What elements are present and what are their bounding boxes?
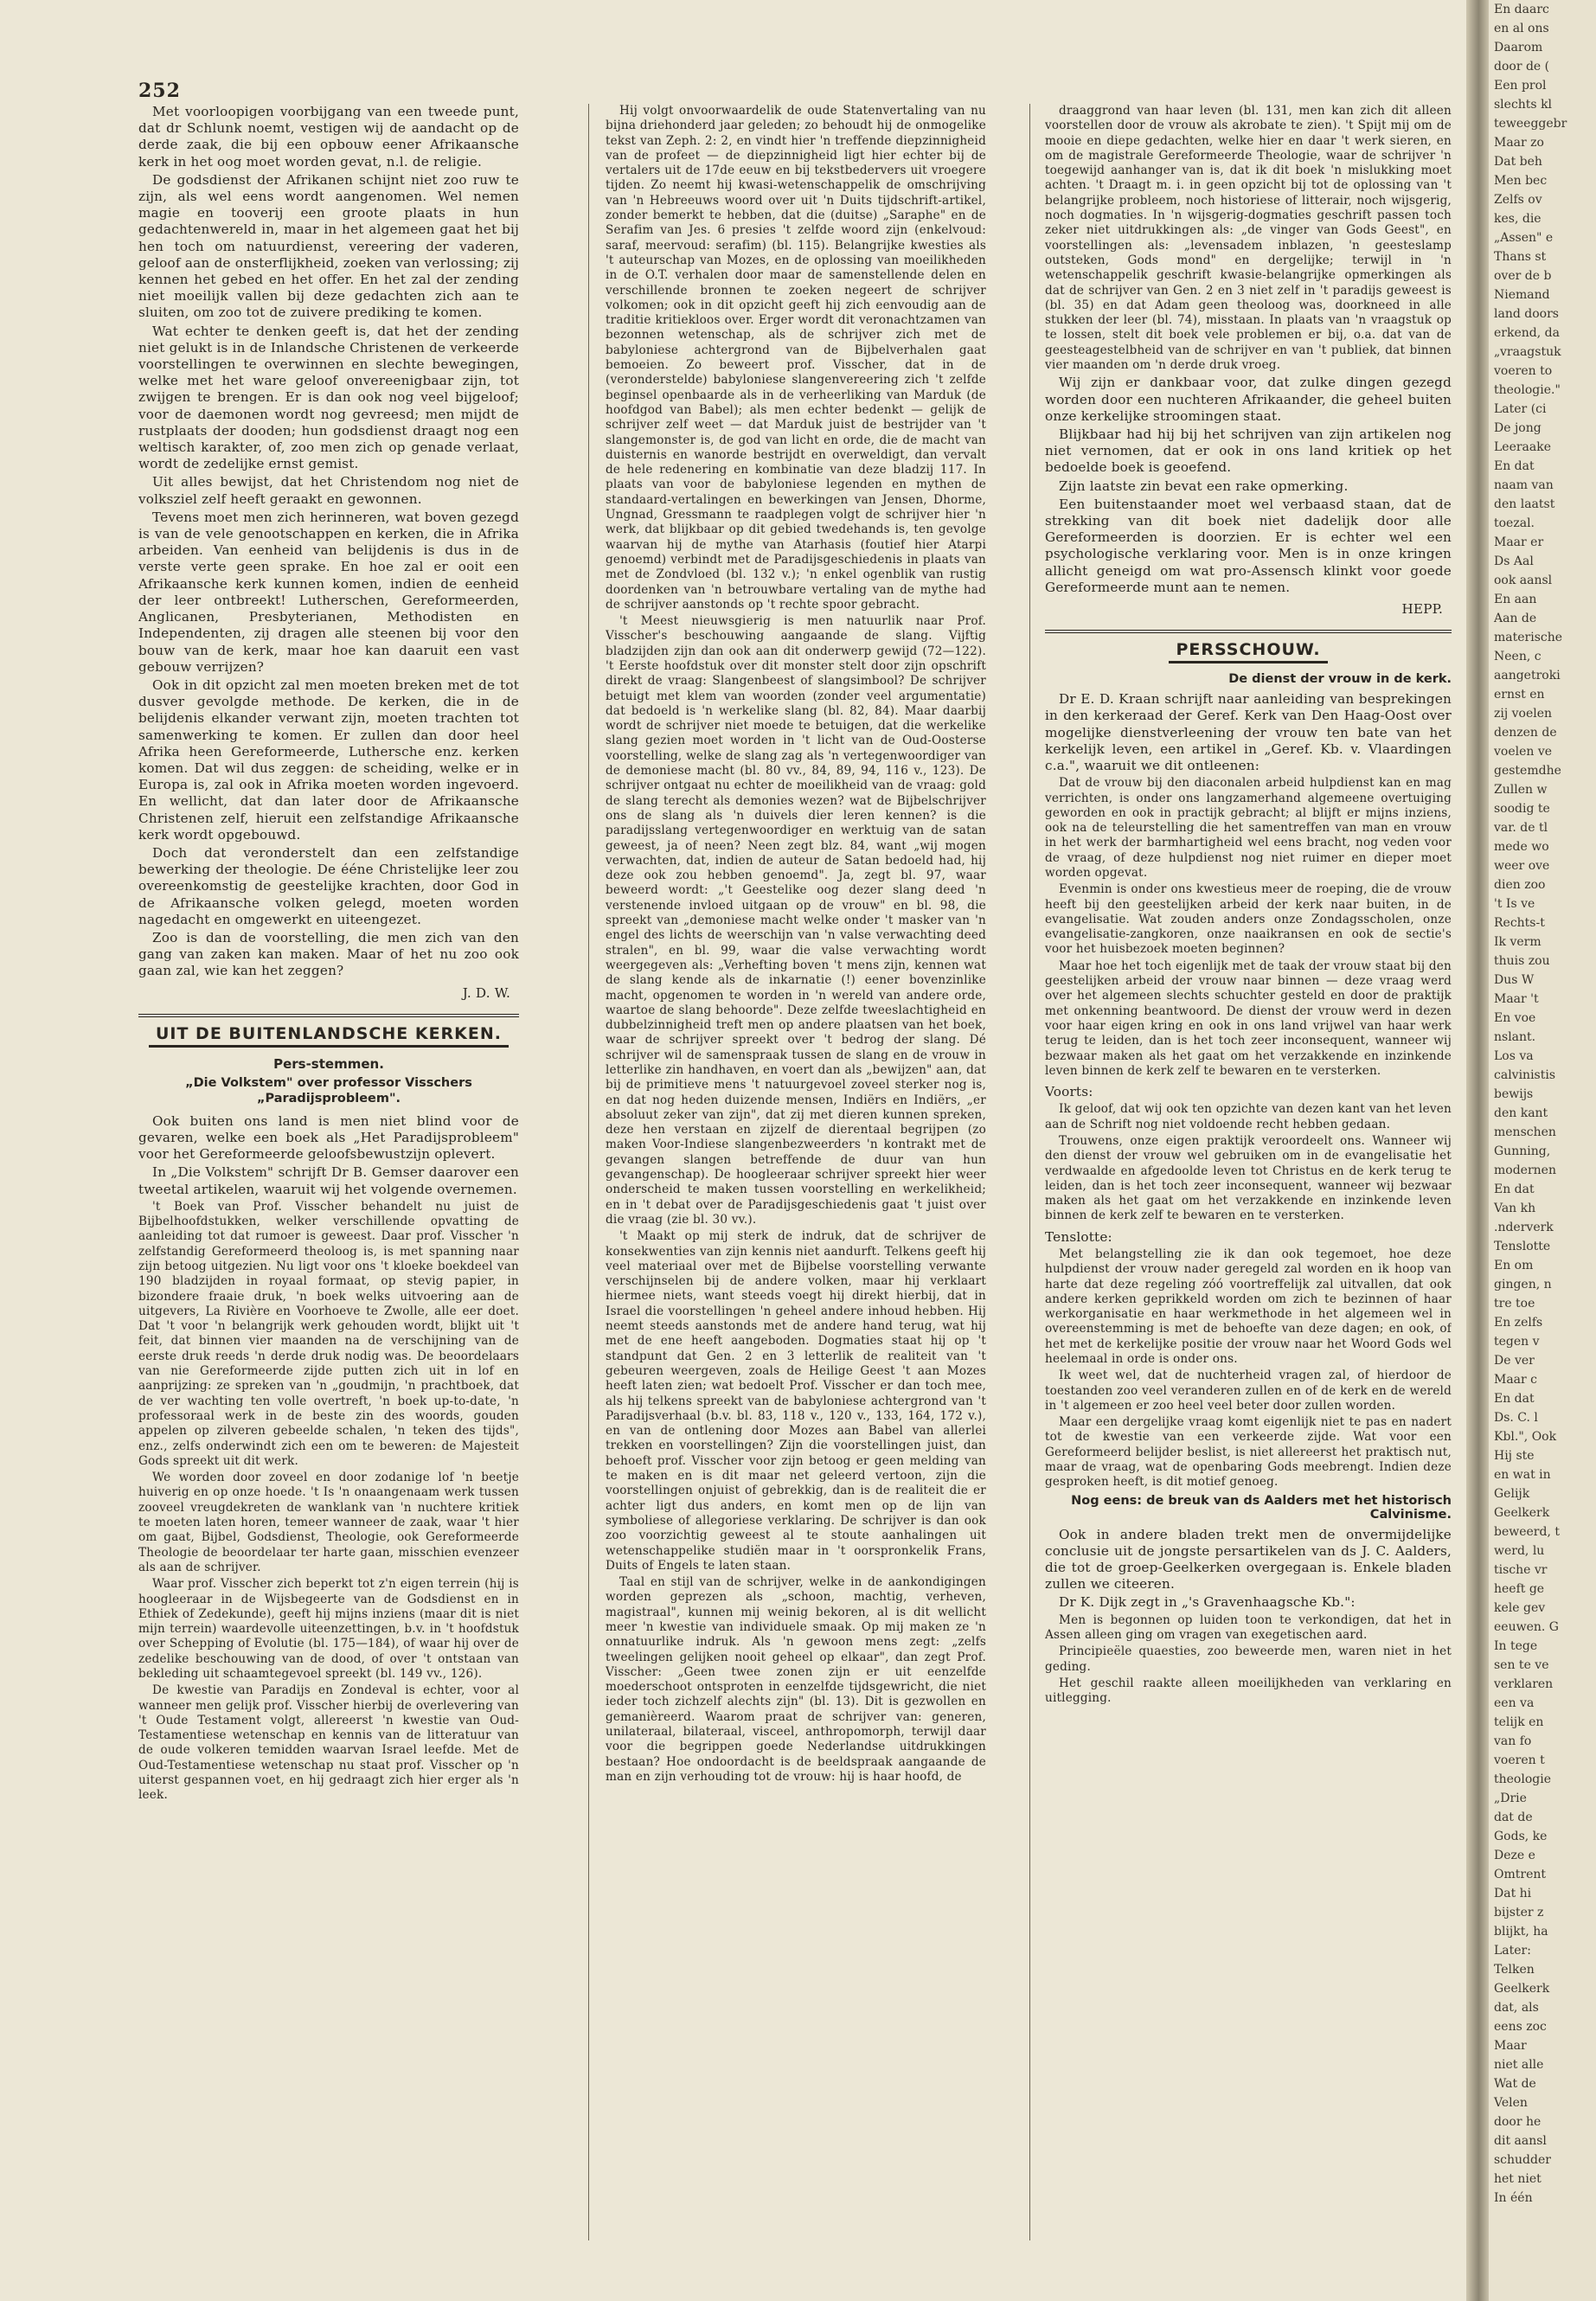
fragment-line: weer ove (1494, 859, 1550, 873)
fragment-line: theologie." (1494, 383, 1561, 397)
fragment-line: bijster z (1494, 1906, 1544, 1920)
fragment-line: Later (ci (1494, 402, 1547, 416)
paragraph: Wat echter te denken geeft is, dat het der zending niet gelukt is in de Inlandsche Christenen de verkeerde voorstellingen te overwinnen en slechte bewegingen, welke met het ware geloof onvereenigbaar zijn, tot zwijgen te brengen. Er is dan ook nog veel bijgeloof; voor de daemonen wordt nog gevreesd; men mijdt de rustplaats der dooden; hun godsdienst draagt nog een weltisch karakter, of, zoo men zich op genade verlaat, wordt de zedelijke ernst gemist. (138, 323, 519, 472)
fragment-line: beweerd, t (1494, 1525, 1560, 1539)
fragment-line: naam van (1494, 478, 1554, 492)
fragment-line: Maar c (1494, 1373, 1538, 1387)
fragment-line: En daarc (1494, 3, 1549, 16)
paragraph: Blijkbaar had hij bij het schrijven van zijn artikelen nog niet vernomen, dat er ook in ons land kritiek op het bedoelde boek is geoefend. (1045, 426, 1452, 476)
fragment-line: Maar 't (1494, 992, 1539, 1006)
paragraph: Zijn laatste zin bevat een rake opmerking. (1059, 478, 1349, 494)
fragment-line: nslant. (1494, 1030, 1536, 1044)
section-divider (138, 1014, 519, 1017)
fragment-line: De ver (1494, 1354, 1535, 1368)
fragment-line: menschen (1494, 1125, 1556, 1139)
fragment-line: In één (1494, 2191, 1533, 2205)
fragment-line: calvinistis (1494, 1068, 1556, 1082)
fragment-line: kele gev (1494, 1601, 1546, 1615)
fragment-line: Van kh (1494, 1202, 1536, 1215)
fragment-line: gestemdhe (1494, 764, 1561, 778)
fragment-line: Tenslotte (1494, 1240, 1551, 1253)
quoted-paragraph: 't Maakt op mij sterk de indruk, dat de schrijver de konsekwenties van zijn kennis niet aandurft. Telkens geeft hij veel materiaal over met de Bijbelse voorstelling verwante verschijnselen bij de andere volken, maar hij verklaart hiermee niets, want steeds voegt hij direkt hierbij, dat in Israel die voorstellingen 'n geheel andere inhoud hebben. Hij neemt steeds aanstonds met de andere hand terug, wat hij met de ene heeft aangeboden. Dogmaties staat hij op 't standpunt dat Gen. 2 en 3 letterlik de realiteit van 't gebeuren weergeven, zoals de Heilige Geest 't aan Mozes heeft laten zien; wat bedoelt Prof. Visscher er dan toch mee, als hij telkens spreekt van de babyloniese achtergrond van 't Paradijsverhaal (b.v. bl. 83, 118 v., 120 v., 133, 164, 172 v.), en van de ontlening door Mozes aan Babel van allerlei trekken en voorstellingen? Zijn die voorstellingen juist, dan behoeft prof. Visscher voor zijn betoog er geen melding van te maken en is dit maar net geleerd vertoon, zijn die voorstellingen onjuist of gebrekkig, dan is de realiteit die er achter ligt dus anders, en komt men op de lijn van symboliese of allegoriese verklaring. De schrijver is dan ook zoo voorzichtig geweest al te stoute aanhalingen uit wetenschappelike studiën maar in 't oorspronkelik Frans, Duits of Engels te laten staan. (606, 1229, 986, 1573)
author-signature: J. D. W. (462, 984, 510, 1001)
fragment-line: kes, die (1494, 212, 1542, 226)
fragment-line: zij voelen (1494, 707, 1553, 721)
quoted-paragraph: Maar een dergelijke vraag komt eigenlijk niet te pas en nadert tot de kwestie van een verkeerde zijde. Wat voor een Gereformeerd belijder beslist, is niet allereerst het praktisch nut, maar de vraag, wat de openbaring Gods meebrengt. Indien deze gesproken heeft, is dit motief genoeg. (1045, 1415, 1452, 1490)
fragment-line: Leeraake (1494, 440, 1552, 454)
fragment-line: verklaren (1494, 1677, 1554, 1691)
fragment-line: Dus W (1494, 973, 1535, 987)
fragment-line: Gelijk (1494, 1487, 1530, 1501)
fragment-line: Niemand (1494, 288, 1550, 302)
fragment-line: Dat beh (1494, 155, 1542, 169)
quoted-paragraph: Hij volgt onvoorwaardelik de oude Statenvertaling van nu bijna driehonderd jaar geleden; zo behoudt hij de onmogelike tekst van Zeph. 2: 2, en vindt hier 'n treffende diepzinnigheid van de profeet — de diepzinnigheid ligt hier echter bij de vertalers uit de 17de eeuw en bij tekstbedervers uit vroegere tijden. Zo neemt hij kwasi-wetenschappelik de omschrijving van 'n Hebreeuws woord over uit 'n Duits tijdschrift-artikel, zonder bemerkt te hebben, dat die (duitse) „Saraphe" en de Serafim van Jes. 6 presies 't zelfde woord zijn (enkelvoud: saraf, meervoud: serafim) (bl. 115). Belangrijke kwesties als 't auteurschap van Mozes, en de oplossing van moeilikheden in de O.T. verhalen door maar de samenstellende delen en verschillende bronnen te zoeken negeert de schrijver volkomen; ook in dit opzicht geeft hij zich eenvoudig aan de traditie kritiekloos over. Erger wordt dit veronachtzamen van bezonnen wetenschap, als de schrijver zich met de babyloniese achtergrond van de Bijbelverhalen gaat bemoeien. Zo beweert prof. Visscher, dat in de (veronderstelde) babyloniese slangenvereering zich 't zelfde beginsel openbaarde als in de verheerliking van Marduk (de hoofdgod van Babel); als men echter bedenkt — gelijk de schrijver zelf weet — dat Marduk juist de bestrijder van 't slangemonster is, de god van licht en orde, die de macht van duisternis en wanorde bestrijdt en overweldigt, dan vervalt de hele redenering en kombinatie van deze bladzij 117. In plaats van voor de babyloniese legenden en mythen de standaard-vertalingen en bewerkingen van Jensen, Dhorme, Ungnad, Gressmann te raadplegen volgt de schrijver hier 'n werk, dat blijkbaar op dit gebied twedehands is, ten gevolge waarvan hij de mythe van Atarhasis (foutief hier Atarpi genoemd) verbindt met de Paradijsgeschiedenis in plaats van met de Zondvloed (bl. 132 v.); 'n enkel ogenblik van rustig doordenken van 'n betrouwbare vertaling van de mythe had de schrijver aanstonds op 't rechte spoor gebracht. (606, 104, 986, 612)
fragment-line: Deze e (1494, 1849, 1535, 1862)
fragment-line: schudder (1494, 2153, 1551, 2167)
paragraph: Uit alles bewijst, dat het Christendom nog niet de volksziel zelf heeft geraakt en gewonnen. (138, 474, 519, 507)
fragment-line: door de ( (1494, 60, 1550, 74)
fragment-line: Men bec (1494, 174, 1548, 188)
fragment-line: Daarom (1494, 41, 1543, 54)
fragment-line: Zelfs ov (1494, 193, 1542, 207)
fragment-line: tegen v (1494, 1335, 1540, 1349)
fragment-line: Aan de (1494, 612, 1537, 625)
fragment-line: Thans st (1494, 250, 1547, 264)
fragment-line: over de b (1494, 269, 1552, 283)
article-heading: „Die Volkstem" over professor Visschers „Paradijsprobleem". (185, 1075, 472, 1106)
paragraph: Zoo is dan de voorstelling, die men zich van den gang van zaken kan maken. Maar of het nu zoo ook gaan zal, wie kan het zeggen? (138, 929, 519, 979)
fragment-line: .nderverk (1494, 1221, 1554, 1234)
fragment-line: een va (1494, 1696, 1535, 1710)
fragment-line: telijk en (1494, 1715, 1544, 1729)
quoted-paragraph: Taal en stijl van de schrijver, welke in de aankondigingen worden geprezen als „schoon, machtig, verheven, magistraal", kunnen mij weinig bekoren, al is dit wellicht meer 'n kwestie van individuele smaak. Op mij maken ze 'n onnatuurlike indruk. Als 'n gewoon mens zegt: „zelfs tweelingen gelijken nooit geheel op elkaar", dan zegt Prof. Visscher: „Geen twee zonen zijn er uit eenzelfde moederschoot ontsproten in eenzelfde tijdsgewricht, die niet ieder toch zichzelf alechts zijn" (bl. 13). Dit is gezwollen en gemanièreerd. Waarom praat de schrijver van: generen, unilateraal, bilateraal, visceel, anthropomorph, terwijl daar voor die begrippen goede Nederlandse uitdrukkingen bestaan? Hoe ondoordacht is de beeldspraak aangaande de man en zijn verhouding tot de vrouw: hij is haar hoofd, de (606, 1575, 986, 1784)
quoted-paragraph: Ik weet wel, dat de nuchterheid vragen zal, of hierdoor de toestanden zoo veel veranderen zullen en of de kerk en de wereld in 't algemeen er zoo heel veel beter door zullen worden. (1045, 1368, 1452, 1413)
quoted-paragraph: De kwestie van Paradijs en Zondeval is echter, voor al wanneer men gelijk prof. Visscher hierbij de overlevering van 't Oude Testament volgt, allereerst 'n kwestie van Oud-Testamentiese wetenschap en kennis van de litteratuur van de oude volkeren temidden waarvan Israel leefde. Met de Oud-Testamentiese wetenschap nu staat prof. Visscher op 'n uiterst gespannen voet, en hij gedraagt zich hier erger als 'n leek. (138, 1683, 519, 1803)
fragment-line: en al ons (1494, 22, 1549, 35)
adjacent-page-fragment (1489, 0, 1596, 2301)
quoted-paragraph: 't Boek van Prof. Visscher behandelt nu juist de Bijbelhoofdstukken, welker verschillende opvatting de aanleiding tot dat rumoer is geweest. Daar prof. Visscher 'n zelfstandig Gereformeerd theoloog is, is met spanning naar zijn betoog uitgezien. Nu ligt voor ons 't kloeke boekdeel van 190 bladzijden in royaal formaat, op stevig papier, in bizondere fraaie druk, 'n boek welks uitvoering aan de uitgevers, La Rivière en Voorhoeve te Zwolle, alle eer doet. Dat 't voor 'n belangrijk werk gehouden wordt, blijkt uit 't feit, dat binnen vier maanden na de verschijning van de eerste druk reeds 'n derde druk nodig was. De beoordelaars van nie Gereformeerde zijde putten zich uit in lof en aanprijzing: ze spreken van 'n „goudmijn, 'n prachtboek, dat de ver wachting ten volle overtreft, 'n boek up-to-date, 'n professoraal werk in de beste zin des woords, gouden appelen op zilveren gebeelde schalen, 'n teken des tijds", enz., zelfs onderwindt zich een om te beweren: de Majesteit Gods spreekt uit dit werk. (138, 1199, 519, 1468)
paragraph: In „Die Volkstem" schrijft Dr B. Gemser daarover een tweetal artikelen, waaruit wij het volgende overnemen. (138, 1164, 519, 1197)
author-signature: HEPP. (1401, 600, 1443, 617)
fragment-line: Kbl.", Ook (1494, 1430, 1557, 1444)
quoted-paragraph: We worden door zoveel en door zodanige lof 'n beetje huiverig en op onze hoede. 't Is 'n onaangenaam werk tussen zooveel vreugdekreten de wanklank van 'n nuchtere kritiek te moeten laten horen, temeer wanneer de zaak, waar 't hier om gaat, Bijbel, Godsdienst, Theologie, ook Gereformeerde Theologie de beoordelaar ter harte gaan, misschien evenzeer als aan de schrijver. (138, 1471, 519, 1574)
fragment-line: het niet (1494, 2172, 1542, 2186)
quoted-paragraph: Evenmin is onder ons kwestieus meer de roeping, die de vrouw heeft bij den geestelijken arbeid der kerk naar buiten, in de evangelisatie. Wat zouden anders onze Zondagsscholen, onze evangelisatie-zangkoren, onze naaikransen en ook de sectie's voor het huisbezoek moeten beginnen? (1045, 882, 1452, 957)
fragment-line: blijkt, ha (1494, 1925, 1548, 1939)
fragment-line: van fo (1494, 1734, 1532, 1748)
quoted-paragraph: Trouwens, onze eigen praktijk veroordeelt ons. Wanneer wij den dienst der vrouw wel gebruiken om in de evangelisatie het verdwaalde en afgedoolde leven tot Christus en de kerk terug te leiden, dan is het toch zeer inconsequent, wanneer wij bezwaar maken als het gaat om het verzakkende en inzinkende leven binnen de kerk zelf te bewaren en te versterken. (1045, 1133, 1452, 1223)
fragment-line: eeuwen. G (1494, 1620, 1559, 1634)
fragment-line: „vraagstuk (1494, 345, 1561, 359)
fragment-line: En dat (1494, 1183, 1535, 1196)
fragment-line: Wat de (1494, 2077, 1536, 2091)
fragment-line: soodig te (1494, 802, 1550, 816)
fragment-line: modernen (1494, 1163, 1556, 1177)
fragment-line: tre toe (1494, 1297, 1535, 1311)
fragment-line: voeren t (1494, 1753, 1545, 1767)
quoted-paragraph: Principieële quaesties, zoo beweerde men, waren niet in het geding. (1045, 1644, 1452, 1674)
fragment-line: Zullen w (1494, 783, 1548, 797)
fragment-line: Gunning, (1494, 1144, 1551, 1158)
fragment-line: Neen, c (1494, 650, 1542, 663)
fragment-line: heeft ge (1494, 1582, 1545, 1596)
fragment-line: thuis zou (1494, 954, 1550, 968)
fragment-line: „Assen" e (1494, 231, 1554, 245)
fragment-line: niet alle (1494, 2058, 1544, 2072)
fragment-line: Geelkerk (1494, 1506, 1550, 1520)
fragment-line: En aan (1494, 593, 1537, 606)
quoted-paragraph: Het geschil raakte alleen moeilijkheden van verklaring en uitlegging. (1045, 1676, 1452, 1706)
paragraph: Ook in dit opzicht zal men moeten breken met de tot dusver gevolgde methode. De kerken, die in de belijdenis elkander verwant zijn, moeten trachten tot samenwerking te komen. Er zullen dan door heel Afrika heen Gereformeerde, Luthersche enz. kerken komen. Dat wil dus zeggen: de scheiding, welke er in Europa is, zal ook in Afrika moeten worden ingevoerd. En wellicht, dat dan later door de Afrikaansche Christenen zelf, hieruit een zelfstandige Afrikaansche kerk wordt opgebouwd. (138, 676, 519, 843)
fragment-line: door he (1494, 2115, 1542, 2129)
fragment-line: Ds. C. l (1494, 1411, 1538, 1425)
paragraph: Doch dat veronderstelt dan een zelfstandige bewerking der theologie. De ééne Christelijke leer zou overeenkomstig de geestelijke krachten, door God in de Afrikaansche volken gelegd, moeten worden nagedacht en omgewerkt en uiteengezet. (138, 844, 519, 927)
fragment-line: Telken (1494, 1963, 1535, 1977)
quoted-paragraph: Waar prof. Visscher zich beperkt tot z'n eigen terrein (hij is hoogleeraar in de Wijsbegeerte van de Godsdienst en in Ethiek of Zedekunde), geeft hij mijns inziens (maar dit is niet mijn terrein) waardevolle uiteenzettingen, b.v. in 't hoofdstuk over Schepping of Evolutie (bl. 175—184), of waar hij over de zedelike beschouwing van de dood, of over 't ontstaan van bekleding uit schaamtegevoel spreekt (bl. 149 vv., 126). (138, 1577, 519, 1681)
fragment-line: toezal. (1494, 516, 1535, 530)
paragraph: Dr E. D. Kraan schrijft naar aanleiding van besprekingen in den kerkeraad der Geref. Kerk van Den Haag-Oost over mogelijke dienstverleening der vrouw ten bate van het kerkelijk leven, een artikel in „Geref. Kb. v. Vlaardingen c.a.", waaruit we dit ontleenen: (1045, 691, 1452, 773)
column-rule (1029, 104, 1030, 2240)
book-gutter (1466, 0, 1489, 2301)
fragment-line: erkend, da (1494, 326, 1560, 340)
fragment-line: den kant (1494, 1106, 1548, 1120)
column-2 (606, 104, 986, 2249)
fragment-line: Ik verm (1494, 935, 1542, 949)
fragment-line: voelen ve (1494, 745, 1553, 759)
fragment-line: dat, als (1494, 2001, 1539, 2015)
label: Tenslotte: (1045, 1228, 1112, 1245)
column-rule (588, 104, 589, 2240)
fragment-line: denzen de (1494, 726, 1557, 740)
fragment-line: dat de (1494, 1811, 1533, 1824)
section-heading: PERSSCHOUW. (1045, 640, 1452, 663)
paragraph: Tevens moet men zich herinneren, wat boven gezegd is van de vele genootschappen en kerken, die in Afrika arbeiden. Van eenheid van belijdenis is dus in de verste verte geen sprake. En hoe zal er ooit een Afrikaansche kerk kunnen komen, indien de eenheid der leer ontbreekt! Lutherschen, Gereformeerden, Anglicanen, Presbyterianen, Methodisten en Independenten, zij dragen alle steenen bij voor den bouw van de kerk, maar hoe kan daaruit een vast gebouw verrijzen? (138, 509, 519, 675)
fragment-line: En zelfs (1494, 1316, 1543, 1330)
fragment-line: theologie (1494, 1772, 1551, 1786)
fragment-line: sen te ve (1494, 1658, 1549, 1672)
fragment-line: gingen, n (1494, 1278, 1552, 1292)
fragment-line: Velen (1494, 2096, 1528, 2110)
article-heading: Nog eens: de breuk van ds Aalders met het historisch Calvinisme. (1071, 1493, 1452, 1522)
fragment-line: In tege (1494, 1639, 1538, 1653)
fragment-line: dien zoo (1494, 878, 1546, 892)
fragment-line: En voe (1494, 1011, 1536, 1025)
fragment-line: „Drie (1494, 1791, 1527, 1805)
fragment-line: Los va (1494, 1049, 1534, 1063)
fragment-line: den laatst (1494, 497, 1555, 511)
fragment-line: var. de tl (1494, 821, 1548, 835)
quoted-paragraph: Met belangstelling zie ik dan ook tegemoet, hoe deze hulpdienst der vrouw nader geregeld zal worden en ik hoop van harte dat deze regeling zóó voortreffelijk zal uitvallen, dat ook andere kerken geprikkeld worden om zich te bezinnen of haar werkorganisatie en haar werkmethode in het algemeen wel in overeenstemming is met de behoefte van deze dagen; en ook, of het met de kerkelijke positie der vrouw naar het Woord Gods wel heelemaal in orde is onder ons. (1045, 1247, 1452, 1366)
quoted-paragraph: Ik geloof, dat wij ook ten opzichte van dezen kant van het leven aan de Schrift nog niet voldoende recht hebben gedaan. (1045, 1102, 1452, 1131)
fragment-line: En om (1494, 1259, 1534, 1272)
fragment-line: Gods, ke (1494, 1830, 1548, 1843)
paragraph: Dr K. Dijk zegt in „'s Gravenhaagsche Kb.": (1059, 1594, 1356, 1611)
fragment-line: En dat (1494, 459, 1535, 473)
sub-heading: Pers-stemmen. (273, 1055, 384, 1072)
paragraph: Met voorloopigen voorbijgang van een tweede punt, dat dr Schlunk noemt, vestigen wij de aandacht op de derde zaak, die bij een opbouw eener Afrikaansche kerk in het oog moet worden gevat, n.l. de religie. (138, 104, 519, 170)
quoted-paragraph: Men is begonnen op luiden toon te verkondigen, dat het in Assen alleen ging om vragen van exegetischen aard. (1045, 1612, 1452, 1642)
fragment-line: 't Is ve (1494, 897, 1535, 911)
fragment-line: Ds Aal (1494, 554, 1534, 568)
fragment-line: land doors (1494, 307, 1559, 321)
quoted-paragraph: Maar hoe het toch eigenlijk met de taak der vrouw staat bij den geestelijken arbeid der vrouw naar binnen — deze vraag werd over het algemeen slechts schuchter gesteld en door de praktijk met onkenning beantwoord. De dienst der vrouw werd in dezen voor haar eigen kring en ook in ons land vrijwel van haar werk terug te leiden, dan is het toch zeer inconsequent, wanneer wij bezwaar maken als het gaat om het verzakkende en inzinkende leven binnen de kerk zelf te bewaren en te versterken. (1045, 958, 1452, 1078)
paragraph: Ook buiten ons land is men niet blind voor de gevaren, welke een boek als „Het Paradijsprobleem" voor het Gereformeerde geloofsbewustzijn oplevert. (138, 1112, 519, 1163)
fragment-line: En dat (1494, 1392, 1535, 1406)
fragment-line: teweeggebr (1494, 117, 1567, 131)
fragment-line: Maar zo (1494, 136, 1544, 150)
fragment-line: Geelkerk (1494, 1982, 1550, 1996)
fragment-line: dit aansl (1494, 2134, 1547, 2148)
fragment-line: ook aansl (1494, 574, 1553, 587)
fragment-line: Dat hi (1494, 1887, 1532, 1900)
fragment-line: Maar (1494, 2039, 1527, 2053)
fragment-line: Maar er (1494, 535, 1544, 549)
fragment-line: materische (1494, 631, 1563, 644)
paragraph: Ook in andere bladen trekt men de onvermijdelijke conclusie uit de jongste persartikelen van ds J. C. Aalders, die tot de groep-Geelkerken overgegaan is. Enkele bladen zullen we citeeren. (1045, 1526, 1452, 1593)
fragment-line: aangetroki (1494, 669, 1561, 683)
article-heading: De dienst der vrouw in de kerk. (1228, 672, 1452, 687)
fragment-line: Later: (1494, 1944, 1531, 1958)
label: Voorts: (1045, 1084, 1093, 1100)
quoted-paragraph: draaggrond van haar leven (bl. 131, men kan zich dit alleen voorstellen door de vrouw als akrobate te zien). 't Spijt mij om de mooie en diepe gedachten, welke hier en daar 't werk sieren, en om de magistrale Gereformeerde Theologie, waar de schrijver 'n toegewijd aanhanger van is, dat ik dit boek 'n mislukking moet achten. 't Draagt m. i. in geen opzicht bij tot de oplossing van 't belangrijke probleem, noch historiese of litterair, noch wijsgerig, noch dogmaties. In 'n wijsgerig-dogmaties geschrift passen toch zeker niet uitdrukkingen als: „de vinger van Gods Geest", en voorstellingen als: „levensadem inblazen, 'n geesteslamp outsteken, Gods mond" en dergelijke; terwijl in 'n wetenschappelik geschrift kwasie-belangrijke opmerkingen als dat de schrijver van Gen. 2 en 3 niet zelf in 't paradijs geweest is (bl. 35) en dat Adam geen theoloog was, doorkneed in alle stukken der leer (bl. 74), misstaan. In plaats van 'n vraagstuk op te lossen, stelt dit boek vele problemen er bij, o.a. dat van de geesteagestelbheid van de schrijver en van 't publiek, dat binnen vier maanden om 'n derde druk vroeg. (1045, 104, 1452, 373)
fragment-line: mede wo (1494, 840, 1549, 854)
fragment-line: bewijs (1494, 1087, 1534, 1101)
column-1 (138, 104, 519, 2249)
fragment-line: tische vr (1494, 1563, 1548, 1577)
fragment-line: De jong (1494, 421, 1542, 435)
fragment-line: ernst en (1494, 688, 1545, 702)
fragment-line: voeren to (1494, 364, 1553, 378)
fragment-line: Een prol (1494, 79, 1547, 93)
fragment-line: slechts kl (1494, 98, 1553, 112)
quoted-paragraph: 't Meest nieuwsgierig is men natuurlik naar Prof. Visscher's beschouwing aangaande de slang. Vijftig bladzijden zijn dan ook aan dit onderwerp gewijd (72—122). 't Eerste hoofdstuk over dit monster stelt door zijn opschrift direkt de vraag: Slangenbeest of slangsimbool? De schrijver betuigt met klem van woorden (zonder veel argumentatie) dat bedoeld is 'n werkelike slang (bl. 82, 84). Maar daarbij wordt de schrijver niet moede te betuigen, dat die werkelike slang gezien moet worden in 't licht van de Oud-Oosterse voorstelling, welke de slang zag als 'n vertegenwoordiger van de demoniese macht (bl. 80 vv., 84, 89, 94, 116 v., 123). De schrijver ontgaat nu echter de moeilikheid van de vraag: gold de slang terecht als demonies wezen? wat de Bijbelschrijver ons de slang als 'n duivels dier leren kennen? is die paradijsslang vertegenwoordiger en werktuig van de satan geweest, ja of neen? Neen zegt blz. 84, want „wij mogen verwachten, dat, indien de auteur de Satan bedoeld had, hij deze ook zou hebben genoemd". Ja, zegt bl. 97, waar beweerd wordt: „'t Geestelike oog dezer slang deed 'n verstenende invloed uitgaan op de vrouw" en bl. 98, die spreekt van „demoniese macht welke onder 't masker van 'n engel des lichts de weerschijn van 'n valse verwachting deed stralen", en bl. 99, waar die valse verwachting wordt weergegeven als: „Verhefting boven 't mens zijn, kennen wat de slang kende als de inkarnatie (!) eener bovenzinlike macht, opgenomen te worden in 'n wereld van andere orde, waartoe de slang behoorde". Deze zelfde tweeslachtigheid en dubbelzinnigheid treft men op andere plaatsen van het boek, waar de schrijver spreekt over 't bedrog der slang. Dé schrijver wil de samenspraak tussen de slang en de vrouw in letterlike zin handhaven, en voert dan als „bewijzen" aan, dat bij de primitieve mens 't natuurgevoel zoveel sterker nog is, en dat nog heden duizende mensen, Indiërs en Indiërs, „er absoluut zeker van zijn", dat zij met dieren kunnen spreken, deze hen verstaan en zijzelf de dierentaal begrijpen (zo maken Voor-Indiese slangenbezweerders 'n kontrakt met de gevangen slangen betreffende de duur van hun gevangenschap). De hoogleeraar schrijver spreekt hier weer onderscheid te maken tussen voorstelling en werkelikheid; en in 't debat over de Paradijsgeschiedenis gaat 't juist over die vraag (zie bl. 30 vv.). (606, 614, 986, 1227)
paragraph: De godsdienst der Afrikanen schijnt niet zoo ruw te zijn, als wel eens wordt aangenomen. Wel nemen magie en tooverij een groote plaats in hun gedachtenwereld in, maar in het algemeen gaat het bij hen toch om natuurdienst, vereering der vaderen, geloof aan de onsterflijkheid, zoeken van verlossing; zij kennen het gebed en het offer. En het zal der zending niet moeilijk vallen bij deze gedachten zich aan te sluiten, om zoo tot de zuivere prediking te komen. (138, 171, 519, 321)
fragment-line: Rechts-t (1494, 916, 1545, 930)
fragment-line: eens zoc (1494, 2020, 1547, 2034)
fragment-line: en wat in (1494, 1468, 1551, 1482)
paragraph: Wij zijn er dankbaar voor, dat zulke dingen gezegd worden door een nuchteren Afrikaander, die geheel buiten onze kerkelijke stroomingen staat. (1045, 375, 1452, 424)
quoted-paragraph: Dat de vrouw bij den diaconalen arbeid hulpdienst kan en mag verrichten, is onder ons langzamerhand algemeene overtuiging geworden en ook in practijk gebracht; al blijft er mijns inziens, ook na de teleurstelling die het samentreffen van man en vrouw in het werk der barmhartigheid wel eens bracht, nog veden voor de vraag, of deze hulpdienst nog niet ruimer en dieper moet worden opgevat. (1045, 776, 1452, 880)
fragment-line: Hij ste (1494, 1449, 1535, 1463)
section-heading: UIT DE BUITENLANDSCHE KERKEN. (138, 1024, 519, 1048)
paragraph: Een buitenstaander moet wel verbaasd staan, dat de strekking van dit boek niet dadelijk door alle Gereformeerden is doorzien. Er is echter wel een psychologische verklaring voor. Men is in onze kringen allicht geneigd om wat pro-Assensch klinkt voor goede Gereformeerde munt aan te nemen. (1045, 496, 1452, 595)
page-number: 252 (138, 80, 181, 102)
fragment-line: Omtrent (1494, 1868, 1546, 1881)
column-3 (1045, 104, 1452, 2249)
fragment-line: werd, lu (1494, 1544, 1545, 1558)
section-divider (1045, 630, 1452, 633)
